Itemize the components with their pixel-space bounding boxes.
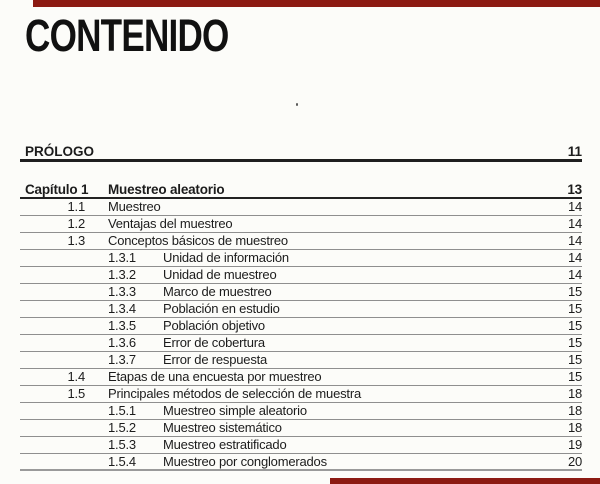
entry-page-number: 15	[567, 284, 582, 299]
entry-page-number: 19	[567, 437, 582, 452]
entry-number: 1.3	[67, 233, 85, 248]
indent-spacer	[20, 267, 108, 283]
entry-page-number: 15	[567, 301, 582, 316]
entry-page-number: 14	[567, 216, 582, 231]
entry-page-number: 15	[567, 369, 582, 384]
toc-entry-row	[20, 335, 582, 352]
entry-number: 1.4	[67, 369, 85, 384]
indent-spacer	[20, 335, 108, 351]
chapter-page-number: 13	[567, 182, 582, 197]
toc-entry-row	[20, 352, 582, 369]
entry-number: 1.3.1	[108, 250, 136, 265]
scan-artifact-bottom-bar	[330, 478, 600, 484]
indent-spacer	[85, 216, 108, 232]
scan-speck	[296, 103, 298, 106]
entry-page-number: 18	[567, 386, 582, 401]
toc-entry-row	[20, 216, 582, 233]
entry-page-number: 15	[567, 335, 582, 350]
toc-entry-row	[20, 386, 582, 403]
indent-spacer	[85, 199, 108, 215]
entry-title: Muestreo sistemático	[163, 420, 282, 435]
chapter-label: Capítulo 1	[25, 182, 89, 197]
entry-page-number: 15	[567, 352, 582, 367]
scan-artifact-top-bar	[33, 0, 600, 7]
entry-page-number: 14	[567, 199, 582, 214]
indent-spacer	[20, 403, 108, 419]
toc-entry-row	[20, 420, 582, 437]
entry-title: Error de respuesta	[163, 352, 268, 367]
entry-page-number: 14	[567, 267, 582, 282]
entry-number: 1.3.3	[108, 284, 136, 299]
entry-number: 1.5.1	[108, 403, 136, 418]
toc-entry-row	[20, 369, 582, 386]
entry-page-number: 20	[567, 454, 582, 469]
entry-title: Etapas de una encuesta por muestreo	[108, 369, 322, 384]
chapter-row	[20, 182, 582, 199]
indent-spacer	[20, 250, 108, 266]
indent-spacer	[20, 352, 108, 368]
indent-spacer	[20, 454, 108, 469]
toc-entry-row	[20, 403, 582, 420]
indent-spacer	[20, 284, 108, 300]
entry-title: Error de cobertura	[163, 335, 265, 350]
toc-entry-row	[20, 318, 582, 335]
indent-spacer	[20, 420, 108, 436]
entry-title: Población en estudio	[163, 301, 280, 316]
entry-page-number: 18	[567, 420, 582, 435]
entry-title: Población objetivo	[163, 318, 265, 333]
entry-number: 1.3.2	[108, 267, 136, 282]
toc-entry-row	[20, 199, 582, 216]
toc-entry-row	[20, 250, 582, 267]
prologue-page-number: 11	[567, 144, 582, 159]
prologue-row	[20, 144, 582, 162]
prologue-label: PRÓLOGO	[25, 144, 95, 159]
toc-entry-row	[20, 437, 582, 454]
entry-title: Unidad de información	[163, 250, 289, 265]
entry-title: Principales métodos de selección de muestra	[108, 386, 361, 401]
entry-number: 1.3.5	[108, 318, 136, 333]
indent-spacer	[20, 301, 108, 317]
toc-table	[20, 182, 582, 471]
entry-page-number: 15	[567, 318, 582, 333]
entry-title: Muestreo simple aleatorio	[163, 403, 307, 418]
toc-entry-row	[20, 233, 582, 250]
entry-title: Marco de muestreo	[163, 284, 272, 299]
indent-spacer	[20, 318, 108, 334]
toc-entry-row	[20, 267, 582, 284]
toc-entry-row	[20, 284, 582, 301]
entry-number: 1.5	[67, 386, 85, 401]
entry-number: 1.5.2	[108, 420, 136, 435]
entry-number: 1.5.4	[108, 454, 136, 469]
toc-entry-row	[20, 301, 582, 318]
entry-title: Unidad de muestreo	[163, 267, 277, 282]
indent-spacer	[85, 386, 108, 402]
entry-number: 1.3.4	[108, 301, 136, 316]
page-title: CONTENIDO	[25, 10, 229, 61]
entry-title: Muestreo	[108, 199, 161, 214]
entry-title: Ventajas del muestreo	[108, 216, 233, 231]
toc-entries	[20, 199, 582, 471]
entry-page-number: 14	[567, 233, 582, 248]
entry-number: 1.3.7	[108, 352, 136, 367]
entry-number: 1.5.3	[108, 437, 136, 452]
indent-spacer	[20, 437, 108, 453]
entry-title: Muestreo estratificado	[163, 437, 287, 452]
entry-number: 1.2	[67, 216, 85, 231]
toc-entry-row	[20, 454, 582, 471]
entry-page-number: 18	[567, 403, 582, 418]
entry-page-number: 14	[567, 250, 582, 265]
entry-title: Muestreo por conglomerados	[163, 454, 327, 469]
indent-spacer	[85, 233, 108, 249]
indent-spacer	[85, 369, 108, 385]
entry-number: 1.1	[67, 199, 85, 214]
chapter-title: Muestreo aleatorio	[108, 182, 225, 197]
entry-title: Conceptos básicos de muestreo	[108, 233, 288, 248]
entry-number: 1.3.6	[108, 335, 136, 350]
